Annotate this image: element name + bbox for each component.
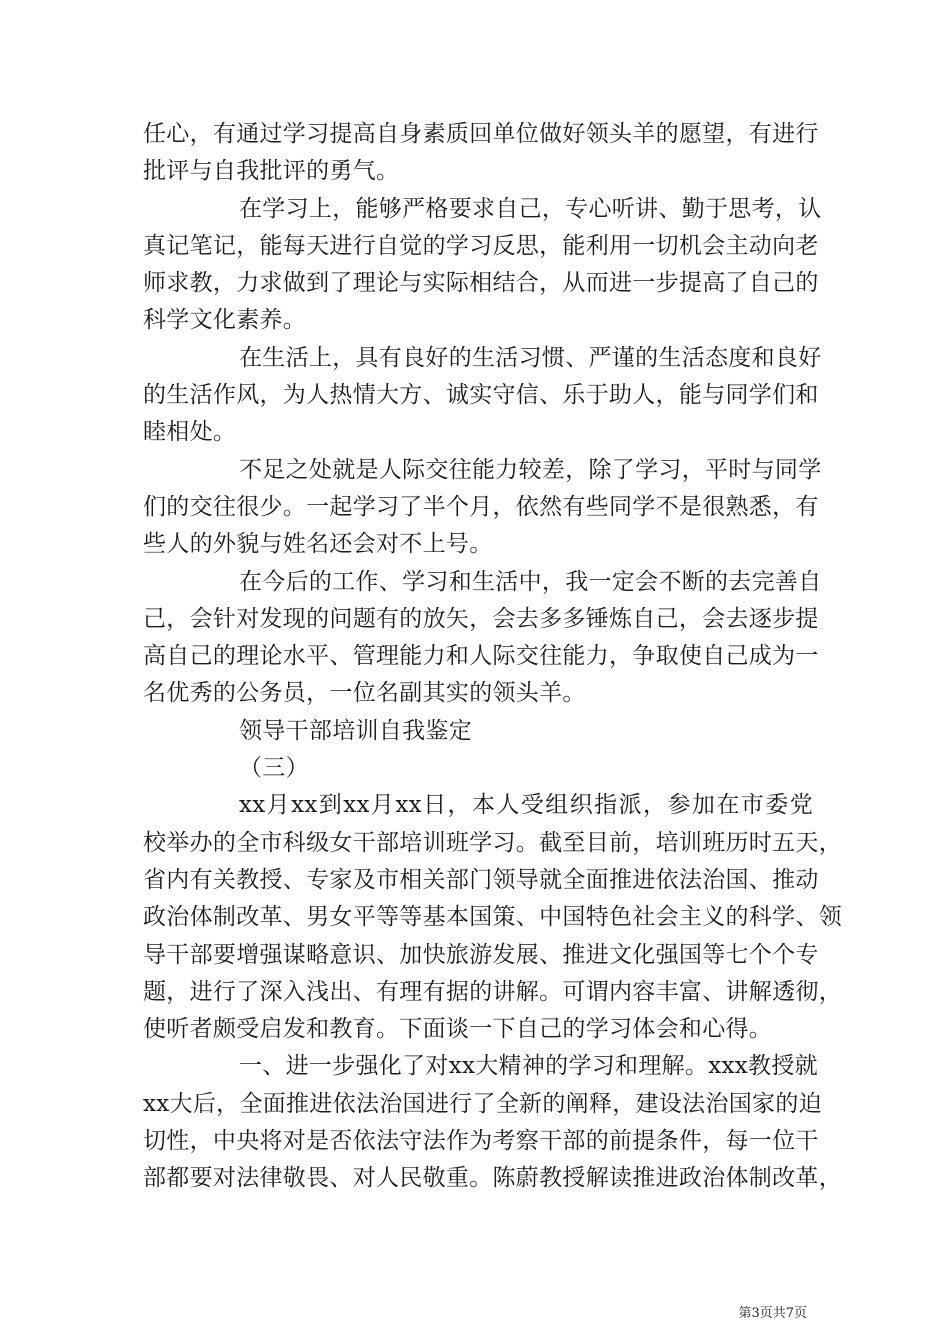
- text-line: 不足之处就是人际交往能力较差，除了学习，平时与同学: [239, 456, 822, 483]
- text-line: 在生活上，具有良好的生活习惯、严谨的生活态度和良好: [239, 344, 822, 371]
- section-heading: 领导干部培训自我鉴定: [239, 717, 472, 744]
- text-line: 科学文化素养。: [143, 307, 307, 334]
- text-line: 真记笔记，能每天进行自觉的学习反思，能利用一切机会主动向老: [143, 232, 819, 259]
- text-line: 切性，中央将对是否依法守法作为考察干部的前提条件，每一位干: [143, 1128, 819, 1155]
- text-line: 师求教，力求做到了理论与实际相结合，从而进一步提高了自己的: [143, 270, 819, 297]
- text-line: 省内有关教授、专家及市相关部门领导就全面推进依法治国、推动: [143, 866, 819, 893]
- text-line: 导干部要增强谋略意识、加快旅游发展、推进文化强国等七个个专: [143, 941, 819, 968]
- text-line: 们的交往很少。一起学习了半个月，依然有些同学不是很熟悉，有: [143, 493, 819, 520]
- text-line: 任心，有通过学习提高自身素质回单位做好领头羊的愿望，有进行: [143, 121, 819, 147]
- text-line: 的生活作风，为人热情大方、诚实守信、乐于助人，能与同学们和: [143, 382, 819, 409]
- page-number: 第3页共7页: [738, 1306, 807, 1321]
- text-line: 一、进一步强化了对xx大精神的学习和理解。xxx教授就: [239, 1053, 818, 1080]
- text-line: 政治体制改革、男女平等等基本国策、中国特色社会主义的科学、领: [143, 904, 842, 931]
- document-body: [143, 116, 842, 1198]
- text-line: 批评与自我批评的勇气。: [143, 158, 400, 185]
- text-line: 校举办的全市科级女干部培训班学习。截至目前，培训班历时五天，: [143, 829, 842, 856]
- text-line: 些人的外貌与姓名还会对不上号。: [143, 531, 493, 558]
- section-number: （三）: [239, 755, 309, 782]
- text-line: 名优秀的公务员，一位名副其实的领头羊。: [143, 680, 586, 707]
- text-line: 题，进行了深入浅出、有理有据的讲解。可谓内容丰富、讲解透彻，: [143, 978, 842, 1005]
- text-line: 在学习上，能够严格要求自己，专心听讲、勤于思考，认: [239, 195, 822, 222]
- text-line: xx月xx到xx月xx日，本人受组织指派，参加在市委党: [239, 792, 813, 819]
- text-line: 己，会针对发现的问题有的放矢，会去多多锤炼自己，会去逐步提: [143, 605, 819, 632]
- text-line: 部都要对法律敬畏、对人民敬重。陈蔚教授解读推进政治体制改革，: [143, 1165, 842, 1192]
- text-line: 高自己的理论水平、管理能力和人际交往能力，争取使自己成为一: [143, 643, 819, 670]
- text-line: 睦相处。: [143, 419, 237, 446]
- text-line: 在今后的工作、学习和生活中，我一定会不断的去完善自: [239, 568, 822, 595]
- text-line: 使听者颇受启发和教育。下面谈一下自己的学习体会和心得。: [143, 1016, 773, 1043]
- text-line: xx大后，全面推进依法治国进行了全新的阐释，建设法治国家的迫: [143, 1090, 822, 1117]
